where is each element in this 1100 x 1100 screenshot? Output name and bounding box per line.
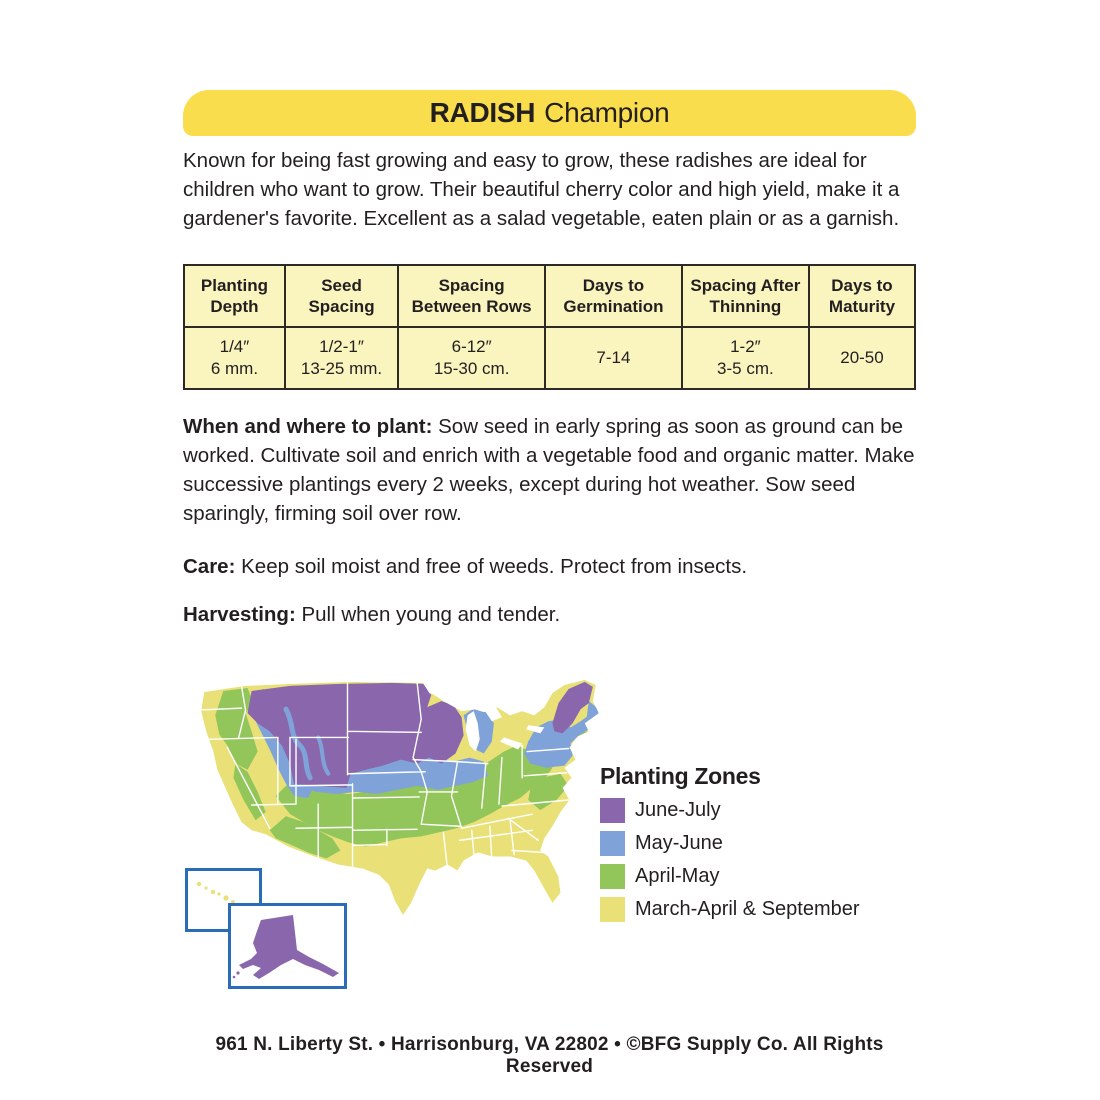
- when-where-text: Sow seed in early spring as soon as ground can be worked. Cultivate soil and enrich with a vegetable food and organic matter. Make successive plantings every 2 weeks, except during hot weather. Sow seed sparingly, firming soil over row.: [183, 415, 915, 525]
- may-june-swatch: [600, 831, 625, 856]
- harvesting-text: Pull when young and tender.: [295, 603, 561, 626]
- legend-item-march-april-september: [600, 897, 920, 922]
- legend-item-april-may: [600, 864, 920, 889]
- march-april-september-swatch: [600, 897, 625, 922]
- march-april-september-label: March-April & September: [635, 898, 860, 920]
- harvesting-paragraph: [183, 600, 920, 629]
- col-spacing-after-thinning: Spacing After Thinning: [682, 265, 809, 327]
- care-text: Keep soil moist and free of weeds. Protect from insects.: [235, 555, 748, 578]
- april-may-swatch: [600, 864, 625, 889]
- planting-zones-legend: [600, 763, 920, 930]
- table-value-row: [184, 327, 915, 389]
- care-paragraph: [183, 552, 920, 581]
- may-june-label: May-June: [635, 832, 723, 854]
- cell-days-to-germination: 7-14: [545, 327, 682, 389]
- when-where-label: When and where to plant:: [183, 415, 433, 438]
- planting-specs-table: [183, 264, 916, 390]
- footer-address: 961 N. Liberty St. • Harrisonburg, VA 22802 • ©BFG Supply Co. All Rights Reserved: [215, 1034, 884, 1077]
- col-days-to-maturity: Days to Maturity: [809, 265, 915, 327]
- when-where-paragraph: [183, 412, 920, 528]
- col-seed-spacing: Seed Spacing: [285, 265, 398, 327]
- variety-name: Champion: [544, 97, 670, 128]
- col-planting-depth: Planting Depth: [184, 265, 285, 327]
- legend-item-june-july: [600, 798, 920, 823]
- legend-item-may-june: [600, 831, 920, 856]
- title-band: [183, 90, 916, 136]
- harvesting-label: Harvesting:: [183, 603, 296, 626]
- table-header-row: [184, 265, 915, 327]
- col-spacing-between-rows: Spacing Between Rows: [398, 265, 545, 327]
- product-name: RADISH: [429, 97, 536, 128]
- legend-title: Planting Zones: [600, 763, 761, 789]
- cell-spacing-after-thinning: 1-2″ 3-5 cm.: [682, 327, 809, 389]
- alaska-inset: [228, 903, 347, 989]
- june-july-label: June-July: [635, 799, 721, 821]
- cell-spacing-between-rows: 6-12″ 15-30 cm.: [398, 327, 545, 389]
- cell-seed-spacing: 1/2-1″ 13-25 mm.: [285, 327, 398, 389]
- col-days-to-germination: Days to Germination: [545, 265, 682, 327]
- june-july-swatch: [600, 798, 625, 823]
- description-text: Known for being fast growing and easy to grow, these radishes are ideal for children who want to grow. Their beautiful cherry color and high yield, make it a gardener's favorite. Excellent as a salad vegetable, eaten plain or as a garnish.: [183, 149, 900, 230]
- cell-planting-depth: 1/4″ 6 mm.: [184, 327, 285, 389]
- care-label: Care:: [183, 555, 236, 578]
- april-may-label: April-May: [635, 865, 720, 887]
- cell-days-to-maturity: 20-50: [809, 327, 915, 389]
- alaska-shape: [231, 906, 344, 986]
